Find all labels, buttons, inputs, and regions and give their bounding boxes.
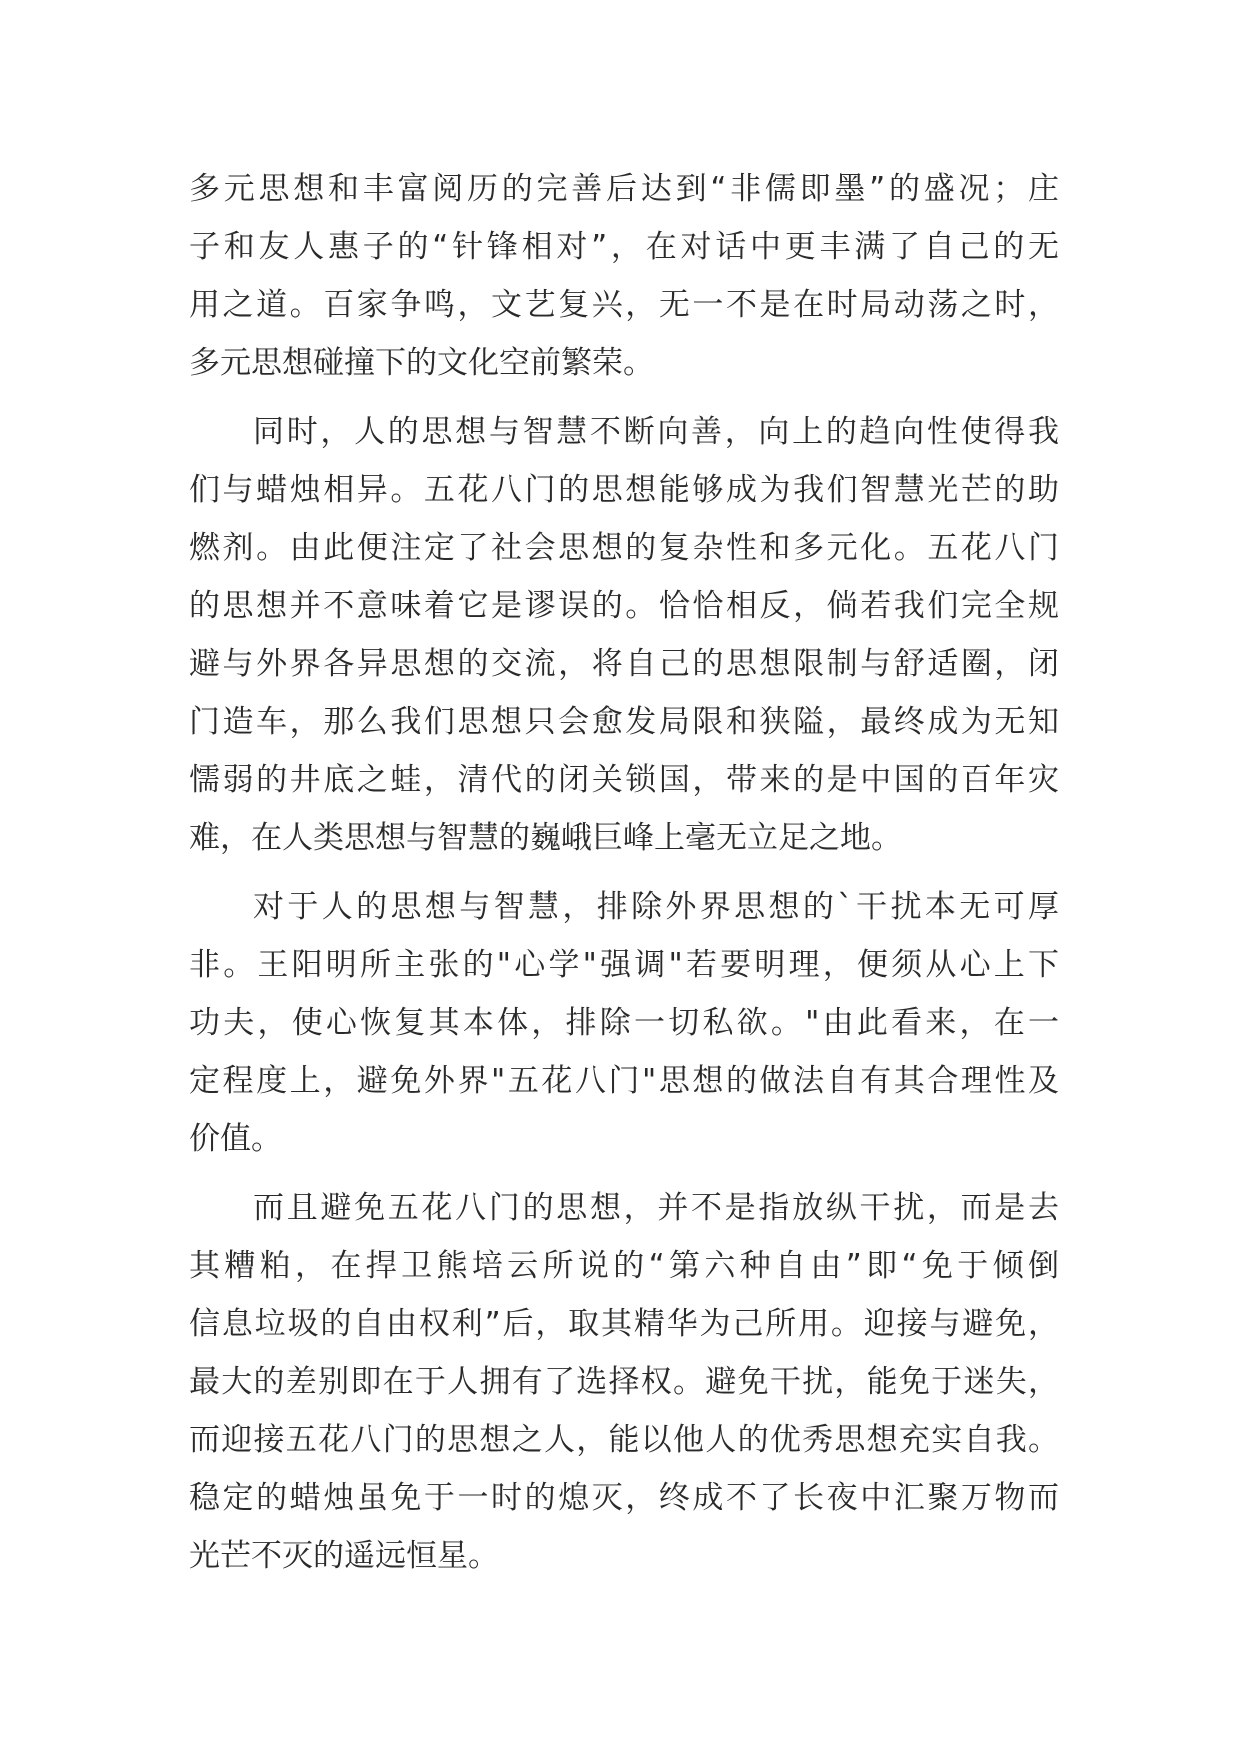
- text-line: 最大的差别即在于人拥有了选择权。避免干扰，能免于迷失，: [189, 1364, 1059, 1400]
- text-line: 燃剂。由此便注定了社会思想的复杂性和多元化。五花八门: [189, 530, 1059, 566]
- text-line: 而迎接五花八门的思想之人，能以他人的优秀思想充实自我。: [189, 1422, 1059, 1458]
- text-line: 光芒不灭的遥远恒星。: [189, 1538, 499, 1574]
- text-line: 稳定的蜡烛虽免于一时的熄灭，终成不了长夜中汇聚万物而: [189, 1480, 1059, 1516]
- text-line: 避与外界各异思想的交流，将自己的思想限制与舒适圈，闭: [189, 646, 1059, 682]
- text-line: 子和友人惠子的“针锋相对”，在对话中更丰满了自己的无: [189, 229, 1059, 265]
- text-line: 同时，人的思想与智慧不断向善，向上的趋向性使得我: [253, 414, 1059, 450]
- text-line: 信息垃圾的自由权利”后，取其精华为己所用。迎接与避免，: [189, 1306, 1059, 1342]
- paragraph: [189, 160, 1059, 392]
- paragraph: [189, 878, 1059, 1168]
- paragraph: [189, 1179, 1059, 1585]
- text-line: 的思想并不意味着它是谬误的。恰恰相反，倘若我们完全规: [189, 588, 1059, 624]
- text-line: 而且避免五花八门的思想，并不是指放纵干扰，而是去: [253, 1190, 1059, 1226]
- text-line: 其糟粕，在捍卫熊培云所说的“第六种自由”即“免于倾倒: [189, 1248, 1059, 1284]
- paragraph: [189, 403, 1059, 867]
- text-line: 多元思想碰撞下的文化空前繁荣。: [189, 345, 654, 381]
- text-line: 定程度上，避免外界"五花八门"思想的做法自有其合理性及: [189, 1063, 1059, 1099]
- text-line: 懦弱的井底之蛙，清代的闭关锁国，带来的是中国的百年灾: [189, 762, 1059, 798]
- text-line: 价值。: [189, 1121, 282, 1157]
- essay-body: [189, 160, 1059, 1585]
- text-line: 非。王阳明所主张的"心学"强调"若要明理，便须从心上下: [189, 947, 1059, 983]
- text-line: 门造车，那么我们思想只会愈发局限和狭隘，最终成为无知: [189, 704, 1059, 740]
- text-line: 对于人的思想与智慧，排除外界思想的`干扰本无可厚: [253, 889, 1059, 925]
- text-line: 难，在人类思想与智慧的巍峨巨峰上毫无立足之地。: [189, 820, 902, 856]
- text-line: 用之道。百家争鸣，文艺复兴，无一不是在时局动荡之时，: [189, 287, 1059, 323]
- text-line: 功夫，使心恢复其本体，排除一切私欲。"由此看来，在一: [189, 1005, 1059, 1041]
- text-line: 们与蜡烛相异。五花八门的思想能够成为我们智慧光芒的助: [189, 472, 1059, 508]
- text-line: 多元思想和丰富阅历的完善后达到“非儒即墨”的盛况；庄: [189, 171, 1059, 207]
